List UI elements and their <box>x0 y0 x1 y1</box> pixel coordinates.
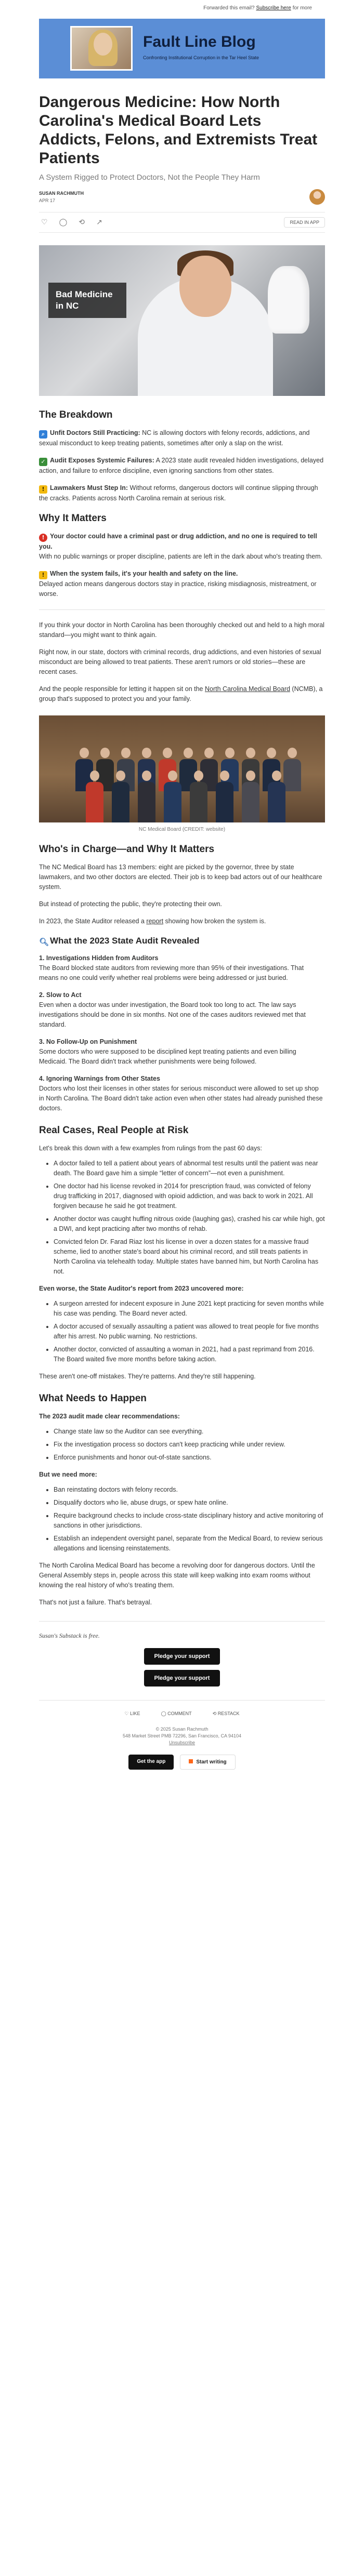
list-item: • Enforce punishments and honor out-of-state sanctions. <box>54 1453 325 1463</box>
list-item: • One doctor had his license revoked in 2014 for prescription fraud, was convicted of felony drug trafficking in 2017, diagnosed with opioid addiction, and was back to work in 2021. All forgiven because he said he got treatment. <box>54 1181 325 1211</box>
list-item: • Establish an independent oversight panel, separate from the Medical Board, to review serious allegations and licensing reinstatements. <box>54 1534 325 1553</box>
needs-list <box>54 1485 325 1553</box>
warning-icon: ! <box>39 571 47 579</box>
audit-item-4: 4. Ignoring Warnings from Other States Doctors who lost their licenses in other states for serious misconduct were allowed to set up shop in North Carolina. The Board didn't take action even when other states had already punished these doctors. <box>39 1075 323 1112</box>
share-icon[interactable]: ↗ <box>96 218 102 227</box>
list-item: • Change state law so the Auditor can see everything. <box>54 1427 325 1437</box>
list-item: • Require background checks to include cross-state disciplinary history and active monitoring of sanctions in other jurisdictions. <box>54 1511 325 1531</box>
magnifier-icon: 🔍︎ <box>39 937 49 947</box>
charge-para-1: The NC Medical Board has 13 members: eight are picked by the governor, three by state lawmakers, and two other doctors are elected. Their job is to keep bad actors out of our healthcare system. <box>39 864 322 891</box>
article-subtitle: A System Rigged to Protect Doctors, Not the People They Harm <box>39 173 260 182</box>
article-title[interactable]: Dangerous Medicine: How North Carolina's Medical Board Lets Addicts, Felons, and Extremists Treat Patients <box>39 94 318 167</box>
publication-banner[interactable] <box>39 19 325 78</box>
list-item: • Fix the investigation process so doctors can't keep practicing while under review. <box>54 1440 325 1450</box>
list-item: • A surgeon arrested for indecent exposure in June 2021 kept practicing for seven months while his case was pending. The Board never acted. <box>54 1299 325 1319</box>
intro-para-1: If you think your doctor in North Carolina has been thoroughly checked out and held to a high moral standard—you might want to think again. <box>39 621 324 639</box>
free-note: Susan's Substack is free. <box>39 1632 100 1639</box>
check-icon: ✓ <box>39 458 47 466</box>
magnifier-icon: ⌕ <box>39 430 47 439</box>
author-photo <box>70 26 133 71</box>
comment-icon: ◯ <box>161 1711 168 1716</box>
breakdown-heading: The Breakdown <box>39 409 113 420</box>
bottom-buttons <box>39 1755 325 1770</box>
board-photo[interactable] <box>39 715 325 822</box>
get-app-button[interactable]: Get the app <box>128 1755 174 1770</box>
audit-item-2: 2. Slow to Act Even when a doctor was under investigation, the Board took too long to act. The law says investigations should be done in six months. Not one of the cases auditors reviewed met that standard. <box>39 991 306 1028</box>
needs-heading: But we need more: <box>39 1471 97 1478</box>
breakdown-item-1: ⌕ Unfit Doctors Still Practicing: NC is allowing doctors with felony records, addictions, and sexual misconduct to keep treating patients, sometimes after only a slap on the wrist. <box>39 429 310 447</box>
footer-address: © 2025 Susan Rachmuth 548 Market Street PMB 72296, San Francisco, CA 94104 Unsubscribe <box>122 1727 242 1745</box>
intro-para-2: Right now, in our state, doctors with criminal records, drug addictions, and even histories of sexual misconduct are being allowed to treat patients. These aren't rumors or old stories—these are recent cases. <box>39 648 321 675</box>
comment-icon[interactable]: ◯ <box>59 218 68 227</box>
charge-para-3: In 2023, the State Auditor released a report showing how broken the system is. <box>39 918 266 925</box>
pledge-button[interactable]: Pledge your support <box>144 1648 220 1665</box>
byline <box>39 189 325 205</box>
recs-list <box>54 1427 325 1463</box>
forward-suffix: for more <box>292 5 312 11</box>
ncmb-link[interactable]: North Carolina Medical Board <box>204 685 290 693</box>
footer <box>39 1632 325 1770</box>
audit-cases-list <box>54 1299 325 1364</box>
forward-bar <box>0 0 364 16</box>
cases-intro: Let's break this down with a few examples from rulings from the past 60 days: <box>39 1145 262 1152</box>
breakdown-item-3: ! Lawmakers Must Step In: Without reforms, dangerous doctors will continue slipping through the cracks. Patients across North Carolina remain at serious risk. <box>39 484 318 502</box>
footer-comment-button[interactable]: ◯ COMMENT <box>161 1711 192 1716</box>
hero-label: Bad Medicine in NC <box>48 283 126 318</box>
footer-restack-button[interactable]: ⟲ RESTACK <box>212 1711 240 1716</box>
post-actions <box>39 212 325 233</box>
forward-text: Forwarded this email? <box>203 5 255 11</box>
charge-para-2: But instead of protecting the public, they're protecting their own. <box>39 900 222 908</box>
cases-heading: Real Cases, Real People at Risk <box>39 1125 189 1136</box>
list-item: • Ban reinstating doctors with felony records. <box>54 1485 325 1495</box>
audit-item-3: 3. No Follow-Up on Punishment Some doctors who were supposed to be disciplined kept treating patients and even billing Medicaid. The Board didn't track whether punishments were being followed. <box>39 1038 296 1065</box>
list-item: • A doctor accused of sexually assaulting a patient was allowed to treat people for five months after his arrest. No public warning. No restrictions. <box>54 1322 325 1342</box>
list-item: • Another doctor was caught huffing nitrous oxide (laughing gas), crashed his car while high, got a DWI, and kept practicing after two months of rehab. <box>54 1214 325 1234</box>
cases-worse: Even worse, the State Auditor's report from 2023 uncovered more: <box>39 1285 244 1292</box>
unsubscribe-link[interactable]: Unsubscribe <box>168 1740 196 1745</box>
divider <box>39 1700 325 1701</box>
like-icon[interactable]: ♡ <box>41 218 48 227</box>
why-heading: Why It Matters <box>39 513 107 524</box>
author-name[interactable]: SUSAN RACHMUTH <box>39 191 84 196</box>
audit-item-1: 1. Investigations Hidden from Auditors The Board blocked state auditors from reviewing more than 95% of their investigations. That means no one could verify whether real problems were being addressed or just buried. <box>39 954 304 981</box>
red-circle-icon: ! <box>39 534 47 542</box>
restack-icon[interactable]: ⟲ <box>79 218 85 227</box>
audit-report-link[interactable]: report <box>146 918 164 925</box>
cases-closing: These aren't one-off mistakes. They're patterns. And they're still happening. <box>39 1373 256 1380</box>
why-item-1: ! Your doctor could have a criminal past or drug addiction, and no one is required to tell you. With no public warnings or proper discipline, patients are left in the dark about who's treating them. <box>39 533 323 560</box>
restack-icon: ⟲ <box>212 1711 218 1716</box>
publication-name: Fault Line Blog <box>143 33 256 50</box>
footer-like-button[interactable]: ♡ LIKE <box>124 1711 140 1716</box>
happen-para-2: That's not just a failure. That's betrayal. <box>39 1599 152 1606</box>
charge-heading: Who's in Charge—and Why It Matters <box>39 844 215 855</box>
list-item: • Another doctor, convicted of assaulting a woman in 2021, had a past reprimand from 2016. The Board waited five more months before taking action. <box>54 1345 325 1364</box>
audit-heading: 🔍︎ What the 2023 State Audit Revealed <box>39 936 200 947</box>
heart-icon: ♡ <box>124 1711 131 1716</box>
subscribe-link[interactable]: Subscribe here <box>256 5 291 11</box>
read-in-app-button[interactable]: READ IN APP <box>284 217 325 228</box>
recs-heading: The 2023 audit made clear recommendations: <box>39 1413 180 1420</box>
publication-tagline: Confronting Institutional Corruption in the Tar Heel State <box>143 55 259 60</box>
list-item: • A doctor failed to tell a patient about years of abnormal test results until the patient was near death. The Board gave him a simple “letter of concern”—not even a punishment. <box>54 1159 325 1178</box>
list-item: • Disqualify doctors who lie, abuse drugs, or spew hate online. <box>54 1498 325 1508</box>
list-item: • Convicted felon Dr. Farad Riaz lost his license in over a dozen states for a massive fraud scheme, lied to another state's board about his criminal record, and still treats patients in North Carolina via telehealth today. Multiple states have banned him, but North Carolina has not. <box>54 1237 325 1277</box>
footer-actions <box>39 1711 325 1717</box>
publish-date: APR 17 <box>39 198 56 203</box>
intro-para-3: And the people responsible for letting it happen sit on the North Carolina Medical Board (NCMB), a group that's supposed to protect you and your family. <box>39 685 323 702</box>
photo-caption: NC Medical Board (CREDIT: website) <box>138 827 226 832</box>
divider <box>39 609 325 610</box>
start-writing-button[interactable]: Start writing <box>180 1755 235 1770</box>
happen-heading: What Needs to Happen <box>39 1393 147 1404</box>
divider <box>39 1621 325 1622</box>
substack-logo-icon <box>189 1759 193 1763</box>
avatar[interactable] <box>309 189 325 205</box>
cases-list <box>54 1159 325 1277</box>
pledge-button-2[interactable]: Pledge your support <box>144 1670 220 1687</box>
why-item-2: ! When the system fails, it's your health and safety on the line. Delayed action means dangerous doctors stay in practice, risking misdiagnosis, mistreatment, or worse. <box>39 570 317 597</box>
hero-image[interactable] <box>39 245 325 396</box>
happen-para-1: The North Carolina Medical Board has become a revolving door for dangerous doctors. Until the General Assembly steps in, people across this state will keep walking into exam rooms without knowing the real history of who's treating them. <box>39 1562 315 1589</box>
breakdown-item-2: ✓ Audit Exposes Systemic Failures: A 2023 state audit revealed hidden investigations, delayed action, and failure to enforce discipline, even ignoring sanctions from other states. <box>39 457 324 474</box>
warning-icon: ! <box>39 485 47 494</box>
